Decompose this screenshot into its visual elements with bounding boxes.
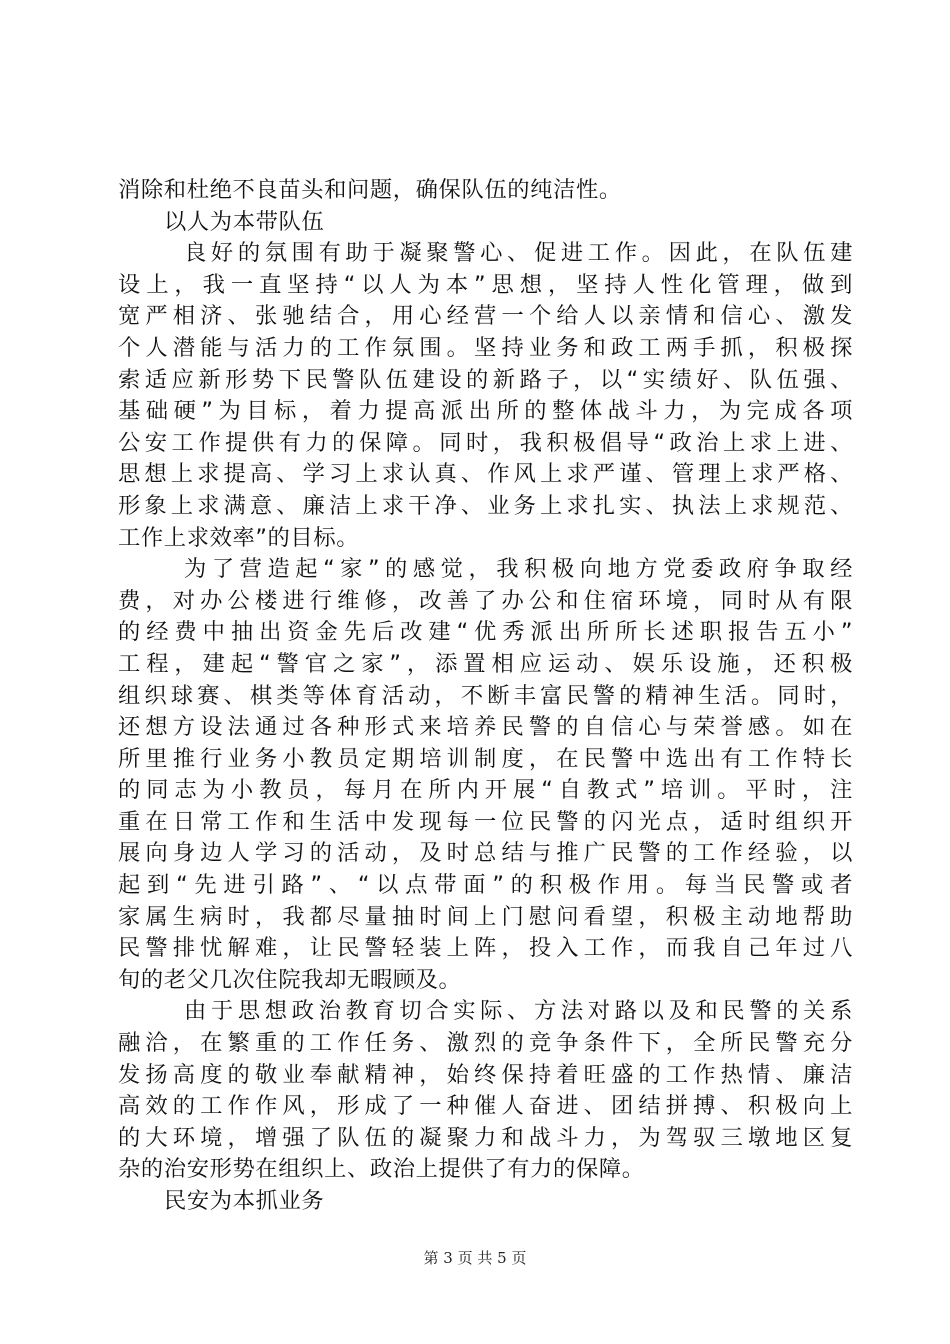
paragraph-line: 高效的工作作风，形成了一种催人奋进、团结拼搏、积极向上 bbox=[118, 1093, 853, 1120]
paragraph-line: 良好的氛围有助于凝聚警心、促进工作。因此，在队伍建 bbox=[184, 240, 853, 267]
section-heading: 以人为本带队伍 bbox=[164, 208, 325, 235]
paragraph-line: 形象上求满意、廉洁上求干净、业务上求扎实、执法上求规范、 bbox=[118, 492, 853, 519]
paragraph-line: 设上，我一直坚持“以人为本”思想，坚持人性化管理，做到 bbox=[118, 271, 853, 298]
paragraph-line: 还想方设法通过各种形式来培养民警的自信心与荣誉感。如在 bbox=[118, 714, 853, 741]
paragraph-line: 公安工作提供有力的保障。同时，我积极倡导“政治上求上进、 bbox=[118, 429, 853, 456]
section-heading: 民安为本抓业务 bbox=[164, 1188, 325, 1214]
paragraph-line: 重在日常工作和生活中发现每一位民警的闪光点，适时组织开 bbox=[118, 808, 853, 835]
paragraph-line: 为了营造起“家”的感觉，我积极向地方党委政府争取经 bbox=[184, 556, 853, 583]
paragraph-line: 的经费中抽出资金先后改建“优秀派出所所长述职报告五小” bbox=[118, 619, 853, 646]
paragraph-line: 工作上求效率”的目标。 bbox=[118, 524, 360, 551]
paragraph-line: 展向身边人学习的活动，及时总结与推广民警的工作经验，以 bbox=[118, 840, 853, 867]
paragraph-line: 个人潜能与活力的工作氛围。坚持业务和政工两手抓，积极探 bbox=[118, 334, 853, 361]
paragraph-line: 由于思想政治教育切合实际、方法对路以及和民警的关系 bbox=[184, 998, 853, 1025]
paragraph-line: 的大环境，增强了队伍的凝聚力和战斗力，为驾驭三墩地区复 bbox=[118, 1124, 853, 1151]
paragraph-line: 索适应新形势下民警队伍建设的新路子，以“实绩好、队伍强、 bbox=[118, 366, 853, 393]
paragraph-line: 费，对办公楼进行维修，改善了办公和住宿环境，同时从有限 bbox=[118, 587, 853, 614]
paragraph-line: 民警排忧解难，让民警轻装上阵，投入工作，而我自己年过八 bbox=[118, 935, 853, 962]
paragraph-line: 所里推行业务小教员定期培训制度，在民警中选出有工作特长 bbox=[118, 745, 853, 772]
paragraph-line: 杂的治安形势在组织上、政治上提供了有力的保障。 bbox=[118, 1156, 645, 1183]
paragraph-line: 消除和杜绝不良苗头和问题，确保队伍的纯洁性。 bbox=[118, 177, 622, 203]
document-body bbox=[118, 175, 853, 1218]
paragraph-line: 基础硬”为目标，着力提高派出所的整体战斗力，为完成各项 bbox=[118, 398, 853, 425]
paragraph-line: 家属生病时，我都尽量抽时间上门慰问看望，积极主动地帮助 bbox=[118, 903, 853, 930]
paragraph-line: 旬的老父几次住院我却无暇顾及。 bbox=[118, 966, 462, 993]
paragraph-line: 融洽，在繁重的工作任务、激烈的竞争条件下，全所民警充分 bbox=[118, 1030, 853, 1057]
paragraph-line: 发扬高度的敬业奉献精神，始终保持着旺盛的工作热情、廉洁 bbox=[118, 1061, 853, 1088]
paragraph-line: 起到“先进引路”、“以点带面”的积极作用。每当民警或者 bbox=[118, 872, 853, 899]
paragraph-line: 宽严相济、张驰结合，用心经营一个给人以亲情和信心、激发 bbox=[118, 303, 853, 330]
paragraph-line: 工程，建起“警官之家”，添置相应运动、娱乐设施，还积极 bbox=[118, 650, 853, 677]
paragraph-line: 的同志为小教员，每月在所内开展“自教式”培训。平时，注 bbox=[118, 777, 853, 804]
page-number-footer: 第 3 页 共 5 页 bbox=[423, 1249, 527, 1267]
paragraph-line: 组织球赛、棋类等体育活动，不断丰富民警的精神生活。同时， bbox=[118, 682, 853, 709]
paragraph-line: 思想上求提高、学习上求认真、作风上求严谨、管理上求严格、 bbox=[118, 461, 853, 488]
